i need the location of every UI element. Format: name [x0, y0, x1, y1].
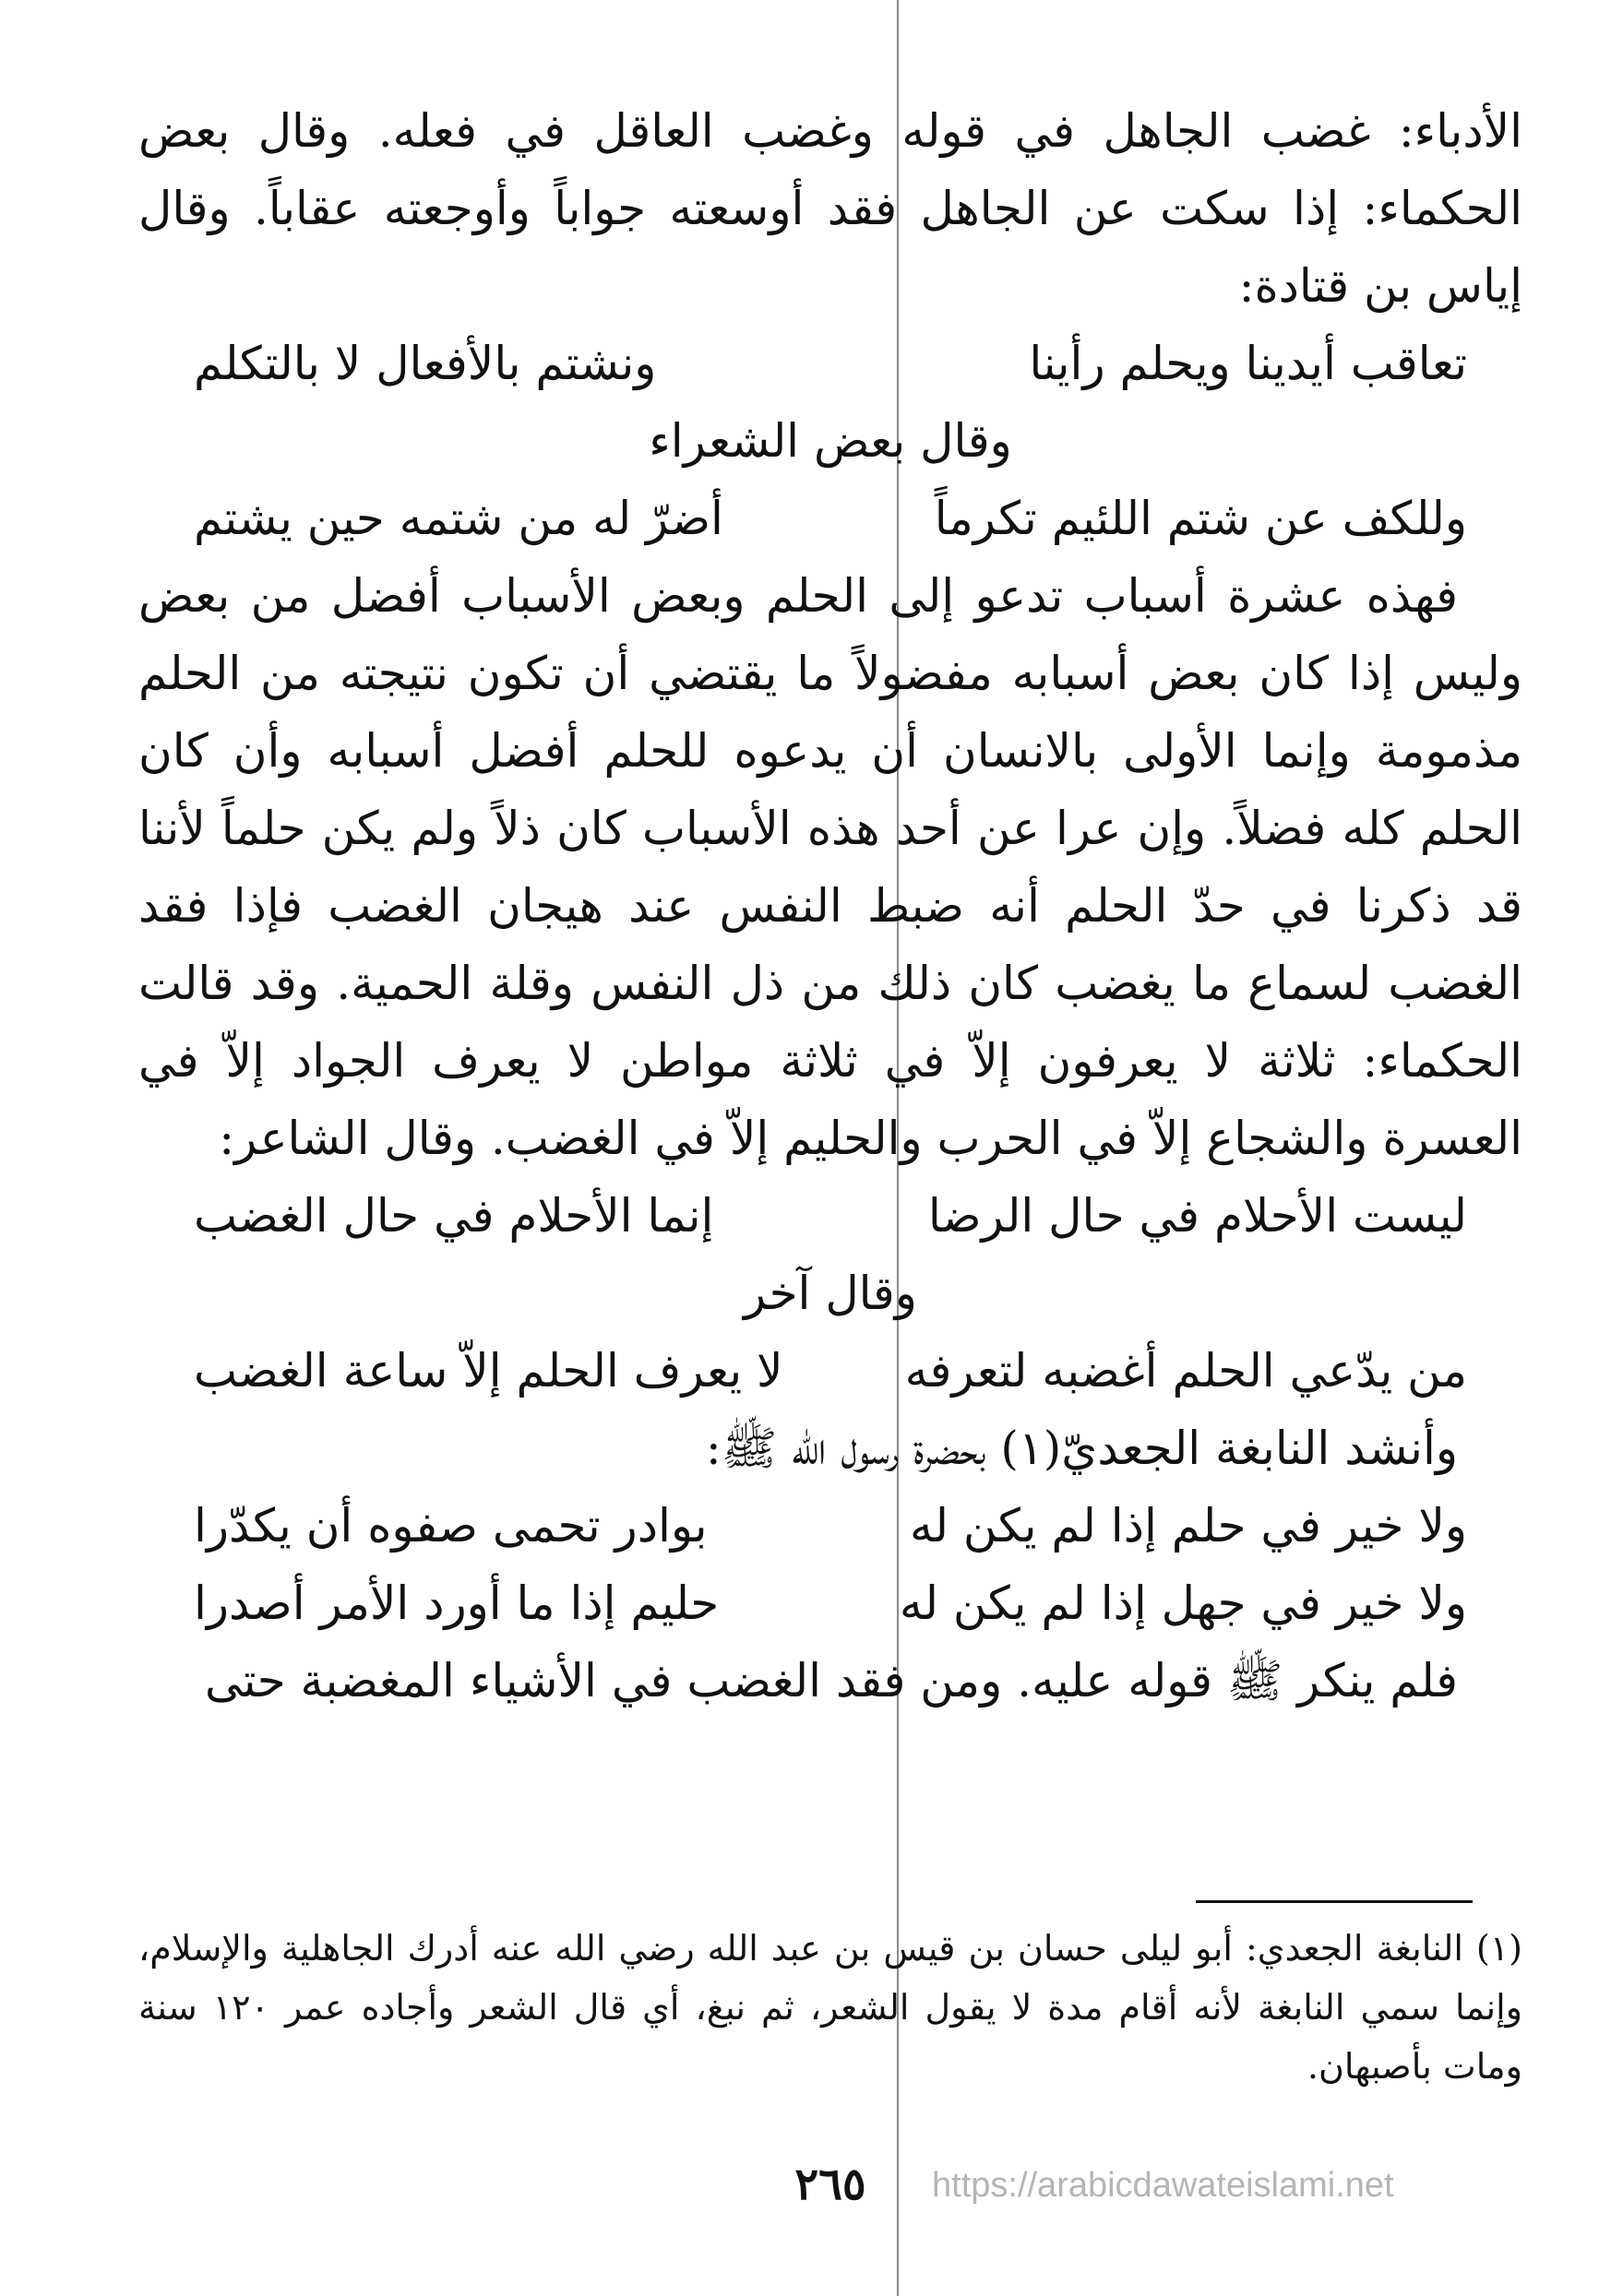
verse-1: [138, 325, 1522, 402]
verse-3-first-hemistich: ليست الأحلام في حال الرضا: [927, 1189, 1467, 1243]
footnote-text: (١) النابغة الجعدي: أبو ليلى حسان بن قيس بن عبد الله رضي الله عنه أدرك الجاهلية والإسلام، وإنما سمي النابغة لأنه أقام مدة لا يقول الشعر، ثم نبغ، أي قال الشعر وأجاده عمر ١٢٠ سنة ومات بأصبهان.: [138, 1928, 1522, 2087]
verse-5-second-hemistich: بوادر تحمى صفوه أن يكدّرا: [194, 1499, 708, 1552]
verse-2-second-hemistich: أضرّ له من شتمه حين يشتم: [194, 492, 723, 545]
verse-1-first-hemistich: تعاقب أيدينا ويحلم رأينا: [1029, 337, 1467, 390]
verse-6-first-hemistich: ولا خير في جهل إذا لم يكن له: [899, 1576, 1467, 1630]
verse-6: [138, 1564, 1522, 1642]
verse-4-first-hemistich: من يدّعي الحلم أغضبه لتعرفه: [904, 1344, 1467, 1398]
verse-4: [138, 1332, 1522, 1410]
paragraph-1: الأدباء: غضب الجاهل في قوله وغضب العاقل في فعله. وقال بعض الحكماء: إذا سكت عن الجاهل فقد أوسعته جواباً وأوجعته عقاباً. وقال إياس بن قتادة:: [138, 104, 1522, 313]
watermark-url: https://arabicdawateislami.net: [932, 2166, 1394, 2205]
verse-3: [138, 1177, 1522, 1255]
verse-caption-1: وقال بعض الشعراء: [649, 414, 1012, 468]
verse-5-first-hemistich: ولا خير في حلم إذا لم يكن له: [909, 1499, 1467, 1552]
page-body: [138, 92, 1522, 1719]
verse-2-first-hemistich: وللكف عن شتم اللئيم تكرماً: [934, 492, 1467, 545]
verse-1-second-hemistich: ونشتم بالأفعال لا بالتكلم: [194, 337, 657, 390]
verse-4-second-hemistich: لا يعرف الحلم إلاّ ساعة الغضب: [194, 1344, 783, 1398]
verse-5: [138, 1487, 1522, 1564]
verse-2: [138, 480, 1522, 557]
page-number: ٢٦٥: [794, 2159, 866, 2210]
paragraph-2: فهذه عشرة أسباب تدعو إلى الحلم وبعض الأسباب أفضل من بعض وليس إذا كان بعض أسبابه مفضولاً ما يقتضي أن تكون نتيجته من الحلم مذمومة وإنما الأولى بالانسان أن يدعوه للحلم أفضل أسبابه وأن كان الحلم كله فضلاً. وإن عرا عن أحد هذه الأسباب كان ذلاً ولم يكن حلماً لأننا قد ذكرنا في حدّ الحلم أنه ضبط النفس عند هيجان الغضب فإذا فقد الغضب لسماع ما يغضب كان ذلك من ذل النفس وقلة الحمية. وقد قالت الحكماء: ثلاثة لا يعرفون إلاّ في ثلاثة مواطن لا يعرف الجواد إلاّ في العسرة والشجاع إلاّ في الحرب والحليم إلاّ في الغضب. وقال الشاعر:: [138, 569, 1522, 1165]
verse-3-second-hemistich: إنما الأحلام في حال الغضب: [194, 1189, 714, 1243]
verse-caption-2: وقال آخر: [744, 1267, 917, 1320]
footnote: [138, 1919, 1522, 2096]
verse-6-second-hemistich: حليم إذا ما أورد الأمر أصدرا: [194, 1576, 720, 1630]
paragraph-4: فلم ينكر ﷺ قوله عليه. ومن فقد الغضب في الأشياء المغضبة حتى: [204, 1654, 1458, 1707]
footnote-separator: [1196, 1900, 1473, 1903]
paragraph-3: وأنشد النابغة الجعديّ(١) بحضرة رسول الله ﷺ:: [705, 1422, 1458, 1475]
